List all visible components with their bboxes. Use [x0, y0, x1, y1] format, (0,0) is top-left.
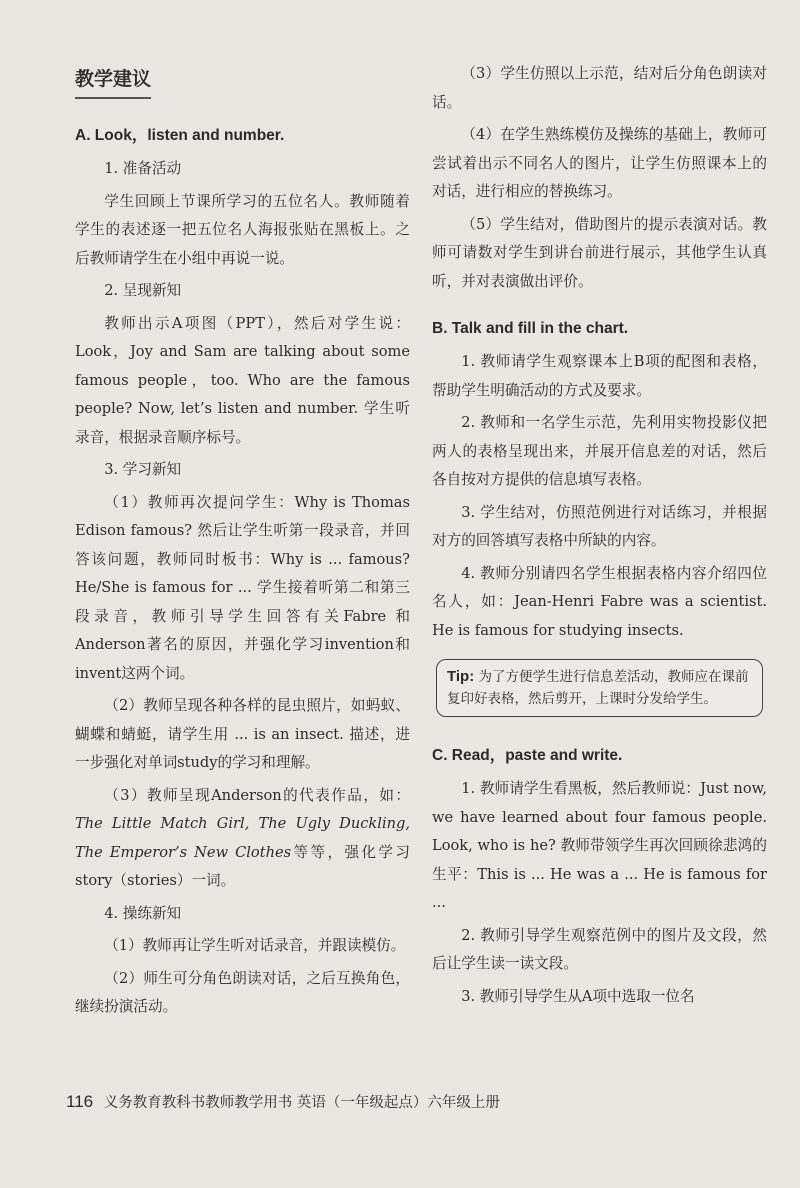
step-4-para-1: （1）教师再让学生听对话录音，并跟读模仿。 [104, 937, 406, 954]
practice-para-5: （5）学生结对，借助图片的提示表演对话。教师可请数对学生到讲台前进行展示，其他学生认真听，并对表演做出评价。 [432, 215, 767, 290]
tip-box [436, 659, 763, 717]
step-3-para-2: （2）教师呈现各种各样的昆虫照片，如蚂蚁、蝴蝶和蜻蜓，请学生用 ... is an insect. 描述，进一步强化对单词study的学习和理解。 [75, 697, 410, 771]
b-step-2: 2. 教师和一名学生示范，先利用实物投影仪把两人的表格呈现出来，并展开信息差的对话，然后各自按对方提供的信息填写表格。 [432, 414, 767, 488]
c-step-2: 2. 教师引导学生观察范例中的图片及文段，然后让学生读一读文段。 [432, 926, 767, 972]
c-step-1: 1. 教师请学生看黑板，然后教师说：Just now, we have learned about four famous people. Look, who is he? 教师带领学生再次回顾徐悲鸿的生平：This is ... He was a ... He is famous for ... [432, 780, 767, 911]
page-footer [66, 1092, 500, 1113]
heading-a: A. Look，listen and number. [75, 127, 285, 144]
step-2-title: 2. 呈现新知 [104, 282, 182, 299]
right-column [432, 60, 767, 1015]
section-title: 教学建议 [75, 64, 151, 99]
anderson-works: The Little Match Girl, The Ugly Duckling, The Emperor’s New Clothes [75, 815, 410, 861]
tip-label: Tip: [447, 668, 475, 685]
c-step-3: 3. 教师引导学生从A项中选取一位名 [461, 987, 695, 1005]
book-title: 义务教育教科书教师教学用书 英语（一年级起点）六年级上册 [103, 1095, 500, 1111]
step-4-title: 4. 操练新知 [104, 904, 182, 922]
step-1-title: 1. 准备活动 [104, 160, 182, 177]
b-step-1: 1. 教师请学生观察课本上B项的配图和表格，帮助学生明确活动的方式及要求。 [432, 353, 767, 399]
step-4-para-2: （2）师生可分角色朗读对话，之后互换角色，继续扮演活动。 [75, 969, 410, 1015]
page-number: 116 [66, 1092, 94, 1111]
step-3-para-3-start: （3）教师呈现Anderson的代表作品，如： [104, 786, 410, 804]
heading-b: B. Talk and fill in the chart. [432, 320, 629, 337]
b-step-4: 4. 教师分别请四名学生根据表格内容介绍四位名人，如：Jean-Henri Fabre was a scientist. He is famous for studying insects. [432, 564, 767, 639]
practice-para-3: （3）学生仿照以上示范，结对后分角色朗读对话。 [432, 65, 767, 111]
step-2-text: 教师出示A项图（PPT），然后对学生说：Look，Joy and Sam are talking about some famous people，too. Who are the famous people? Now, let’s listen and number. 学生听录音，根据录音顺序标号。 [75, 314, 410, 446]
step-1-text: 学生回顾上节课所学习的五位名人。教师随着学生的表述逐一把五位名人海报张贴在黑板上。之后教师请学生在小组中再说一说。 [75, 192, 410, 267]
tip-text: 为了方便学生进行信息差活动，教师应在课前复印好表格，然后剪开，上课时分发给学生。 [447, 669, 749, 707]
left-column [75, 60, 410, 1026]
step-3-para-3-end: 等等，强化学习story（stories）一词。 [75, 843, 410, 889]
step-3-para-3 [75, 782, 410, 896]
step-3-title: 3. 学习新知 [104, 461, 182, 478]
step-3-para-1: （1）教师再次提问学生：Why is Thomas Edison famous? 然后让学生听第一段录音，并回答该问题，教师同时板书：Why is ... famous? He/She is famous for ... 学生接着听第二和第三段录音，教师引导学生回答有关Fabre 和Anderson著名的原因，并强化学习invention和invent这两个词。 [75, 493, 410, 682]
heading-c: C. Read，paste and write. [432, 747, 623, 764]
practice-para-4: （4）在学生熟练模仿及操练的基础上，教师可尝试着出示不同名人的图片，让学生仿照课本上的对话，进行相应的替换练习。 [432, 126, 767, 200]
b-step-3: 3. 学生结对，仿照范例进行对话练习，并根据对方的回答填写表格中所缺的内容。 [432, 503, 767, 549]
